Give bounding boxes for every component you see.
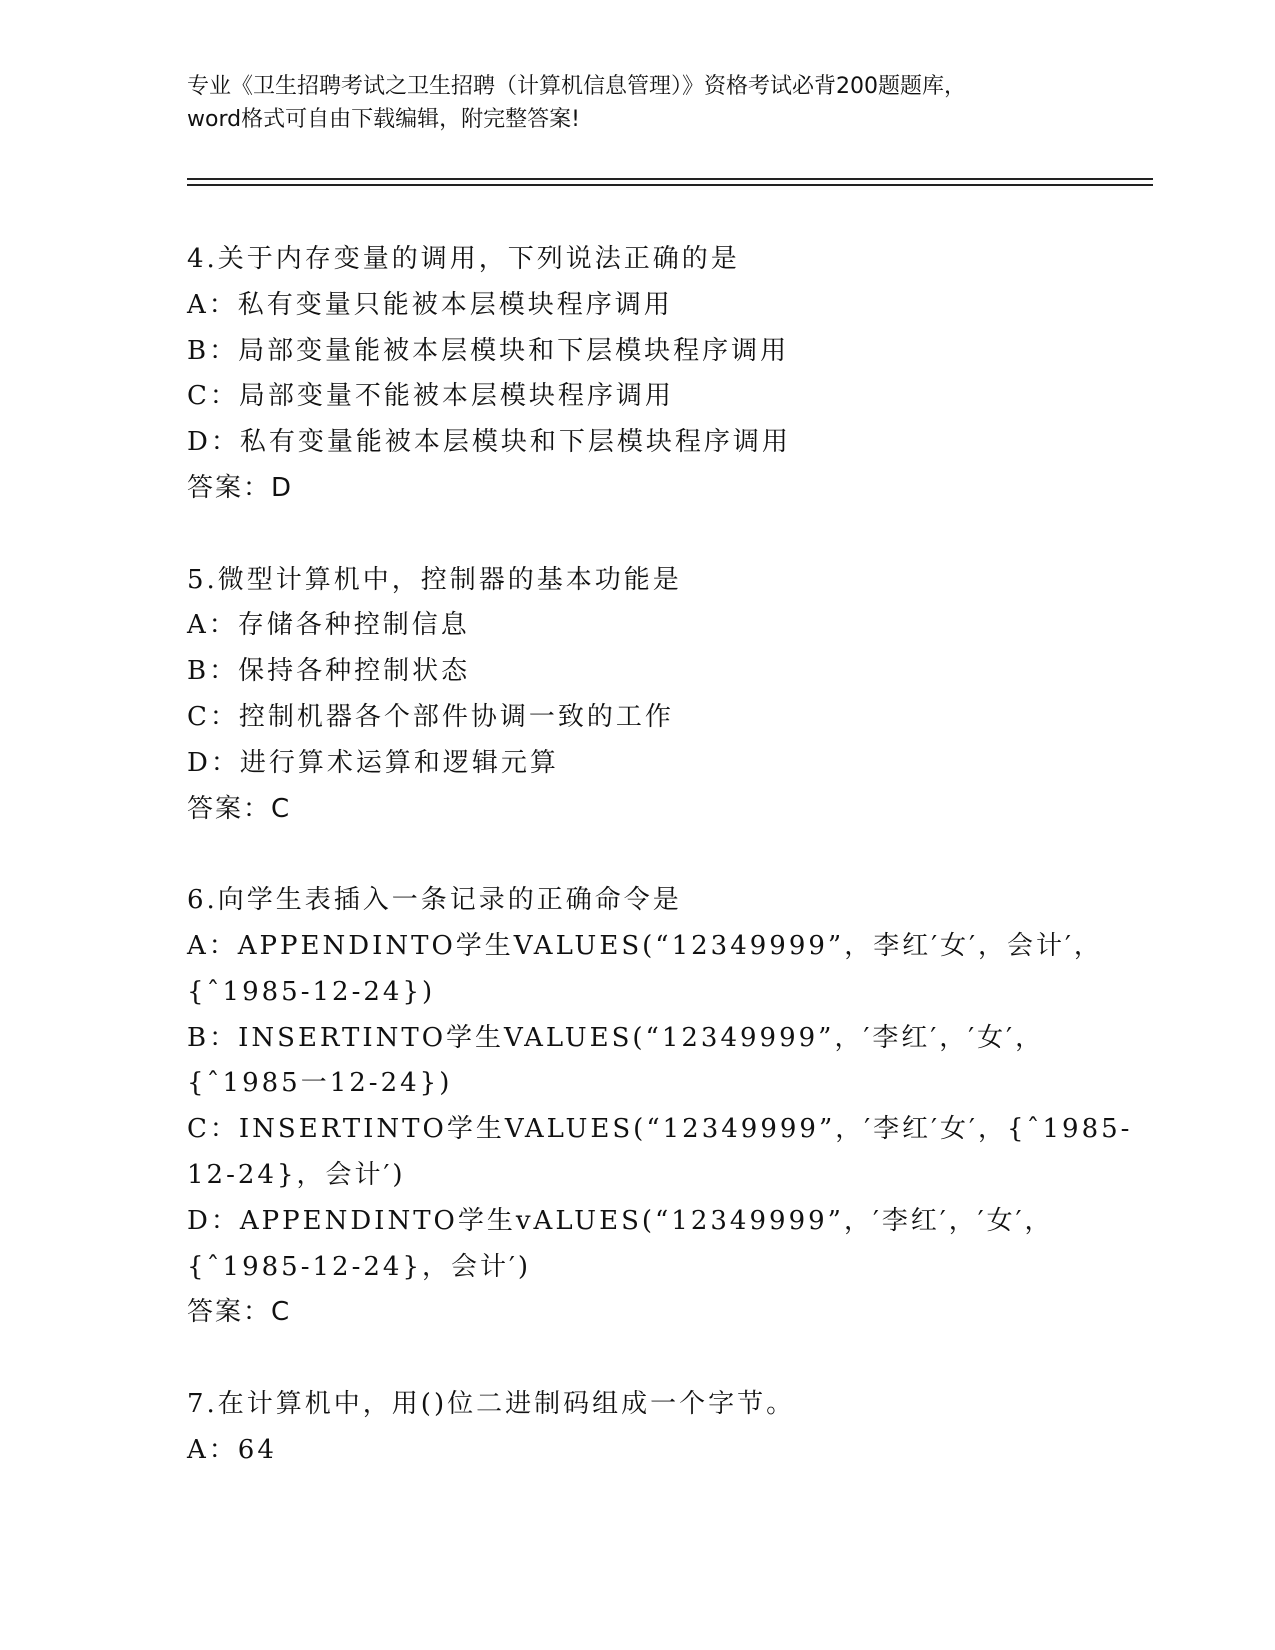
question-stem: 4.关于内存变量的调用，下列说法正确的是	[187, 244, 740, 274]
option-a: A：64	[187, 1434, 277, 1465]
option-a-continued: {ˆ1985-12-24})	[187, 976, 436, 1007]
question-stem: 5.微型计算机中，控制器的基本功能是	[187, 564, 682, 595]
option-c: C：局部变量不能被本层模块程序调用	[187, 381, 674, 412]
question-stem: 6.向学生表插入一条记录的正确命令是	[187, 885, 682, 916]
option-d-continued: {ˆ1985-12-24}，会计′)	[187, 1251, 532, 1282]
header-title-line-2: word格式可自由下载编辑，附完整答案!	[187, 107, 580, 132]
header-divider-top	[187, 178, 1153, 180]
answer-line: 答案：D	[187, 472, 294, 503]
question-stem: 7.在计算机中，用()位二进制码组成一个字节。	[187, 1388, 796, 1419]
question-list	[187, 237, 1133, 1519]
option-a: A：私有变量只能被本层模块程序调用	[187, 289, 673, 320]
option-a: A：存储各种控制信息	[187, 610, 470, 641]
option-b: B：局部变量能被本层模块和下层模块程序调用	[187, 335, 790, 366]
option-c: C：INSERTINTO学生VALUES(“12349999”，′李红′女′，{ˆ1985-	[187, 1114, 1133, 1145]
header-divider-bottom	[187, 184, 1153, 186]
option-b-continued: {ˆ1985一12-24})	[187, 1068, 453, 1099]
option-b: B：INSERTINTO学生VALUES(“12349999”，′李红′，′女′，	[187, 1022, 1045, 1053]
answer-line: 答案：C	[187, 793, 292, 824]
option-a: A：APPENDINTO学生VALUES(“12349999”，李红′女′，会计′，	[187, 930, 1103, 961]
question-block	[187, 878, 1133, 1336]
option-d: D：APPENDINTO学生vALUES(“12349999”，′李红′，′女′，	[187, 1205, 1054, 1236]
answer-line: 答案：C	[187, 1297, 292, 1328]
question-block	[187, 558, 1087, 833]
header-title-line-1: 专业《卫生招聘考试之卫生招聘（计算机信息管理）》资格考试必背200题题库，	[187, 74, 966, 99]
option-d: D：进行算术运算和逻辑元算	[187, 747, 559, 778]
question-block	[187, 237, 1087, 512]
option-d: D：私有变量能被本层模块和下层模块程序调用	[187, 427, 791, 458]
option-b: B：保持各种控制状态	[187, 656, 471, 687]
option-c-continued: 12-24}，会计′)	[187, 1159, 406, 1190]
document-header	[187, 70, 1087, 136]
option-c: C：控制机器各个部件协调一致的工作	[187, 701, 674, 732]
question-block	[187, 1382, 1087, 1474]
